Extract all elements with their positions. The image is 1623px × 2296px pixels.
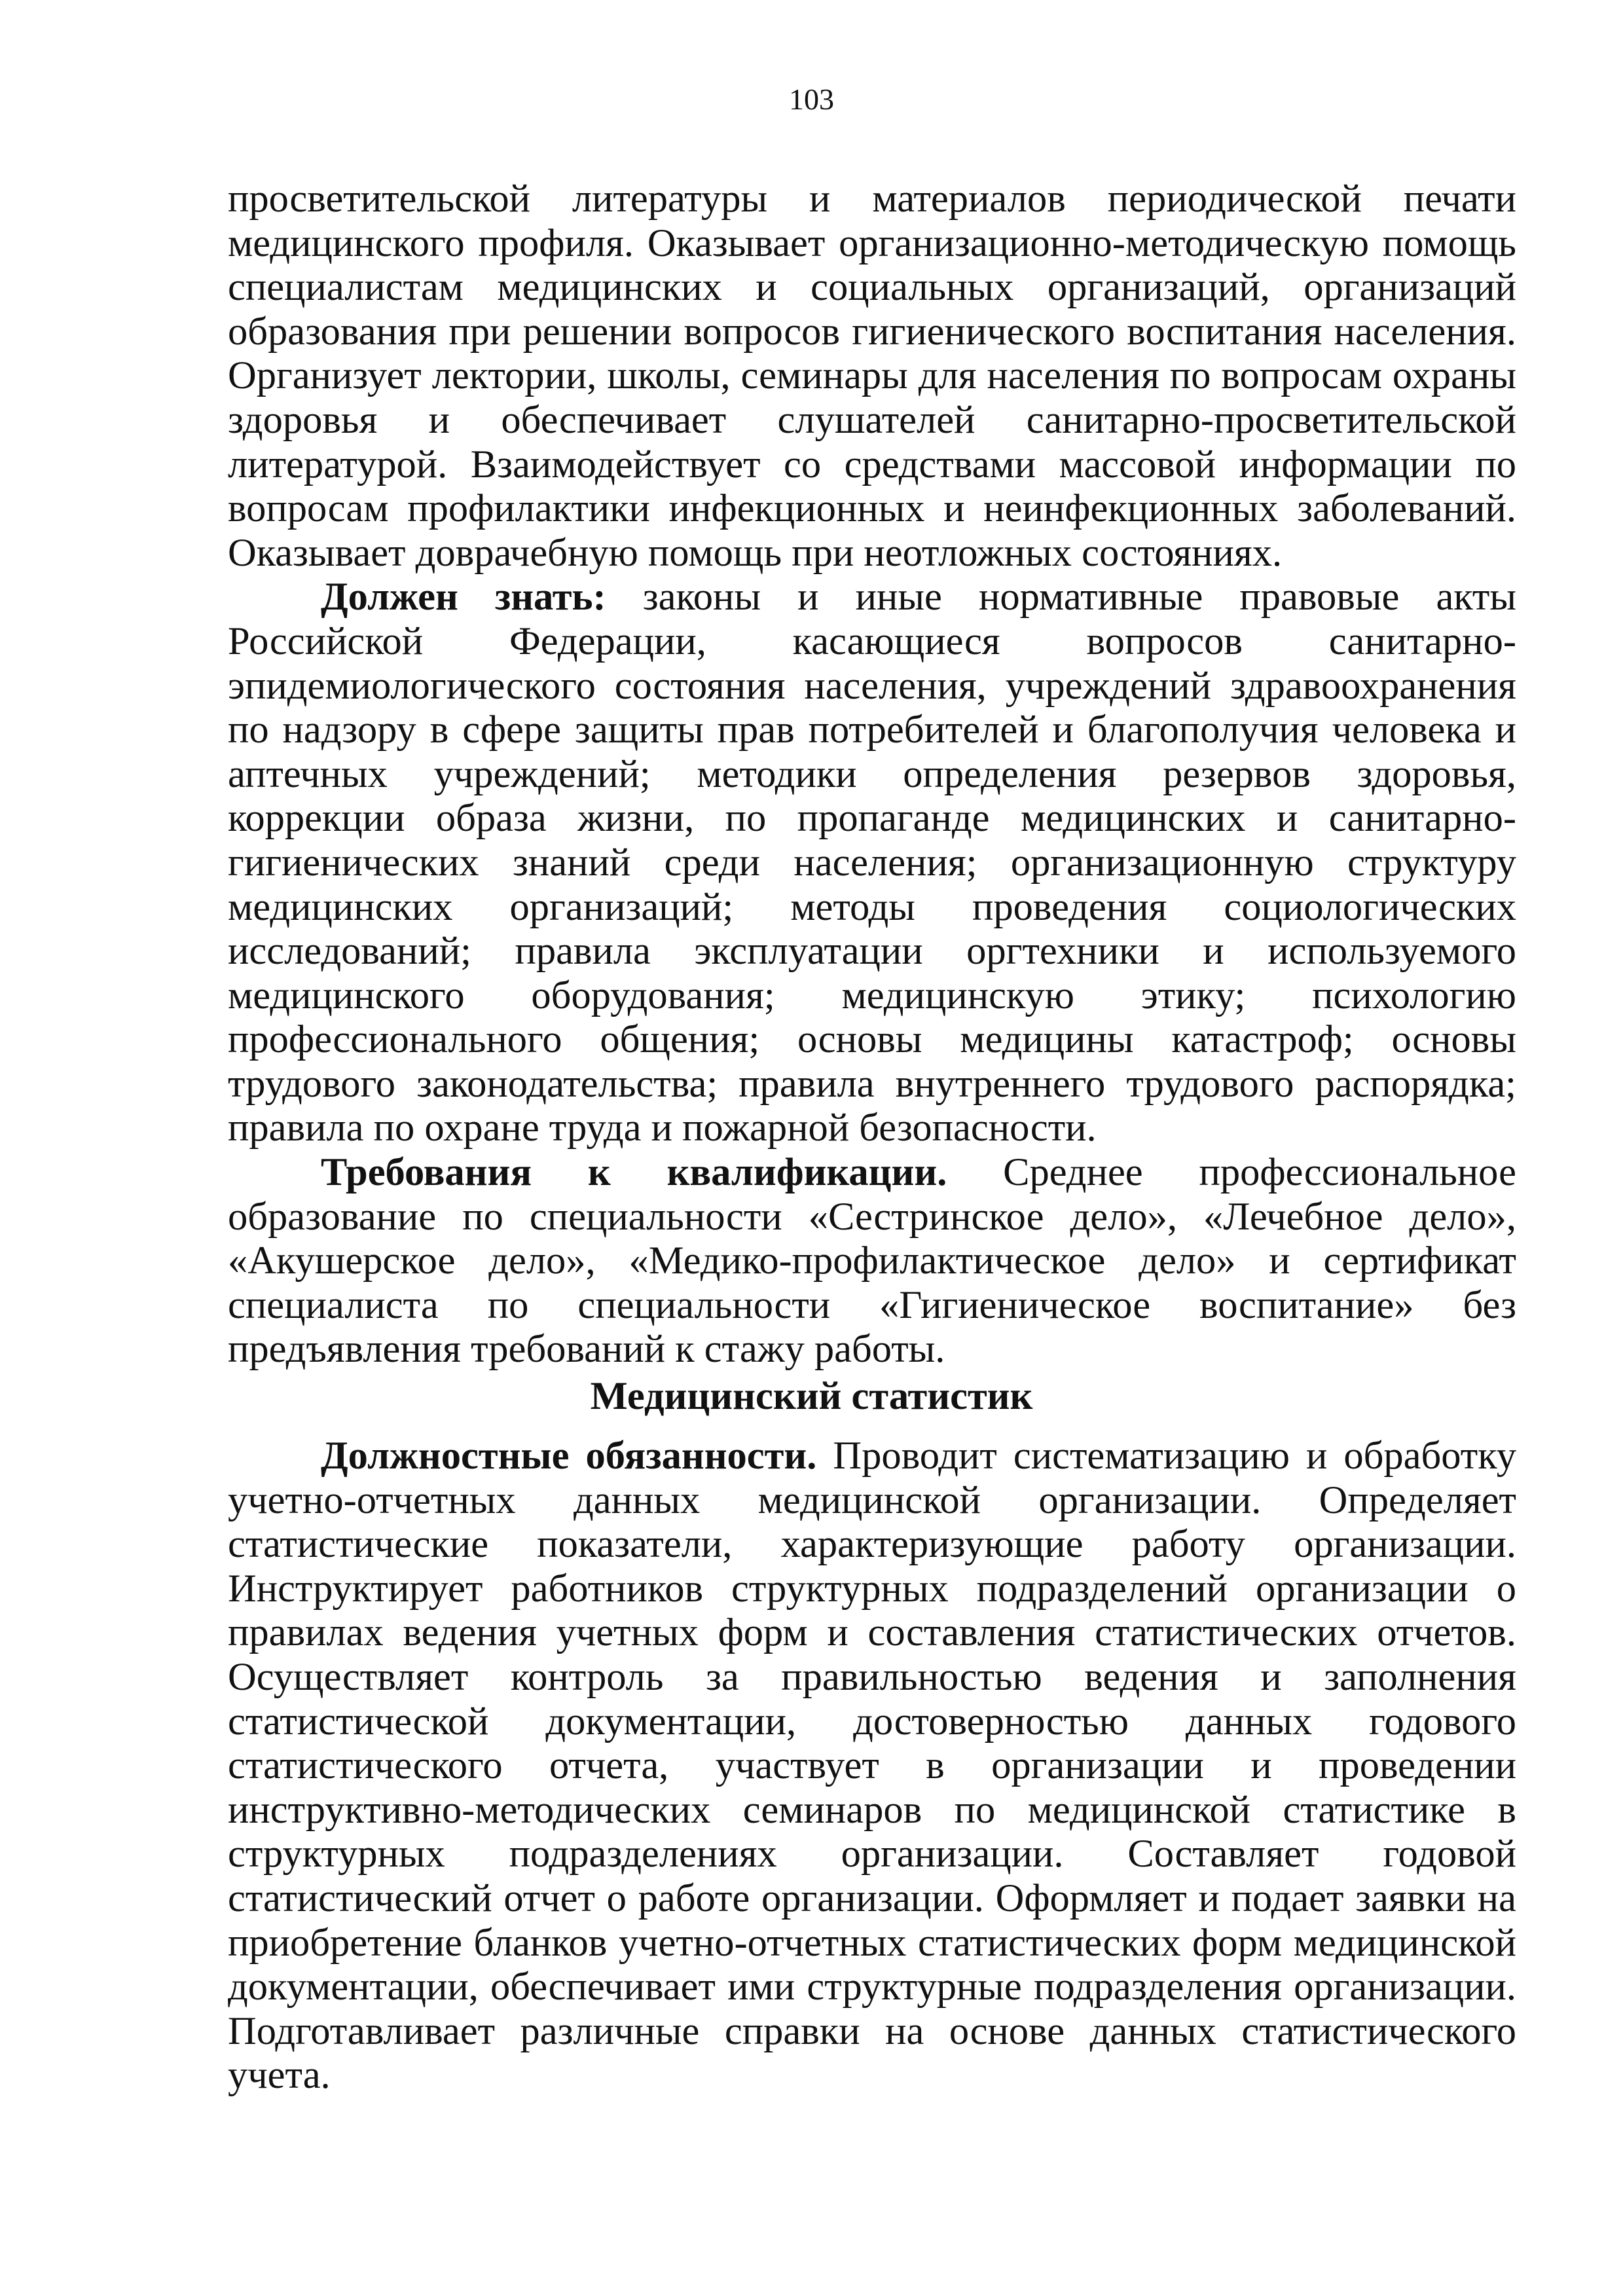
text-block-bottom xyxy=(228,1434,1516,2098)
paragraph-continuation xyxy=(228,177,1516,575)
paragraph-must-know xyxy=(228,575,1516,1150)
paragraph-text: Среднее профессиональное образование по специальности «Сестринское дело», «Лечебное дело», «Акушерское дело», «Медико-профилактическое дело» и сертификат специалиста по специальности «Гигиеническое воспитание» без предъявления требований к стажу работы. xyxy=(228,1150,1516,1372)
paragraph-lead: Требования к квалификации. xyxy=(321,1150,947,1195)
text-block-top xyxy=(228,177,1516,1372)
paragraph-lead: Должностные обязанности. xyxy=(321,1434,817,1478)
paragraph-text: просветительской литературы и материалов периодической печати медицинского профиля. Оказывает организационно-методическую помощь специалистам медицинских и социальных организаций, организаций образования при решении вопросов гигиенического воспитания населения. Организует лектории, школы, семинары для населения по вопросам охраны здоровья и обеспечивает слушателей санитарно-просветительской литературой. Взаимодействует со средствами массовой информации по вопросам профилактики инфекционных и неинфекционных заболеваний. Оказывает доврачебную помощь при неотложных состояниях. xyxy=(228,177,1516,575)
paragraph-qualification xyxy=(228,1150,1516,1372)
paragraph-duties xyxy=(228,1434,1516,2098)
page-number: 103 xyxy=(789,82,834,116)
paragraph-text: Проводит систематизацию и обработку учетно-отчетных данных медицинской организации. Определяет статистические показатели, характеризующие работу организации. Инструктирует работников структурных подразделений организации о правилах ведения учетных форм и составления статистических отчетов. Осуществляет контроль за правильностью ведения и заполнения статистической документации, достоверностью данных годового статистического отчета, участвует в организации и проведении инструктивно-методических семинаров по медицинской статистике в структурных подразделениях организации. Составляет годовой статистический отчет о работе организации. Оформляет и подает заявки на приобретение бланков учетно-отчетных статистических форм медицинской документации, обеспечивает ими структурные подразделения организации. Подготавливает различные справки на основе данных статистического учета. xyxy=(228,1434,1516,2098)
paragraph-lead: Должен знать: xyxy=(321,575,606,619)
paragraph-text: законы и иные нормативные правовые акты Российской Федерации, касающиеся вопросов санитарно-эпидемиологического состояния населения, учреждений здравоохранения по надзору в сфере защиты прав потребителей и благополучия человека и аптечных учреждений; методики определения резервов здоровья, коррекции образа жизни, по пропаганде медицинских и санитарно-гигиенических знаний среди населения; организационную структуру медицинских организаций; методы проведения социологических исследований; правила эксплуатации оргтехники и используемого медицинского оборудования; медицинскую этику; психологию профессионального общения; основы медицины катастроф; основы трудового законодательства; правила внутреннего трудового распорядка; правила по охране труда и пожарной безопасности. xyxy=(228,575,1516,1150)
section-title: Медицинский статистик xyxy=(590,1374,1033,1418)
